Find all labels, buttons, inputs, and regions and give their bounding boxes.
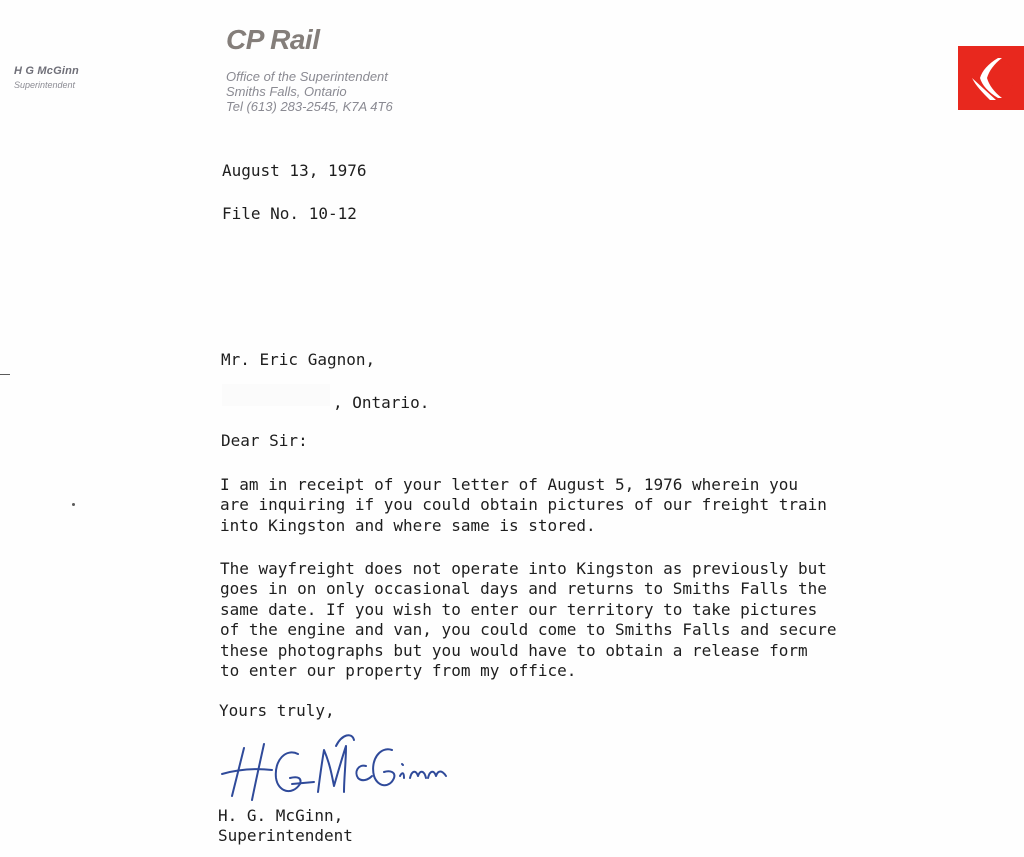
scan-speck [72,503,75,506]
recipient-name: Mr. Eric Gagnon, [221,350,376,369]
sender-name: H G McGinn [14,65,79,77]
paragraph-line: same date. If you wish to enter our territory to take pictures [220,599,818,619]
paragraph-1 [220,475,827,536]
letter-date: August 13, 1976 [222,161,367,180]
office-phone: Tel (613) 283-2545, K7A 4T6 [226,99,393,114]
paragraph-line: of the engine and van, you could come to Smiths Falls and secure [220,620,837,640]
signer-name: H. G. McGinn, [218,806,344,825]
office-city: Smiths Falls, Ontario [226,84,347,99]
paragraph-line: I am in receipt of your letter of August 5, 1976 wherein you [220,475,798,494]
sender-title: Superintendent [14,80,76,90]
cp-rail-logo-icon [958,46,1024,110]
handwritten-signature [214,726,454,816]
scan-mark [0,374,10,375]
paragraph-line: to enter our property from my office. [220,661,577,681]
closing: Yours truly, [219,701,335,720]
paragraph-line: goes in on only occasional days and returns to Smiths Falls the [220,579,827,599]
signer-title: Superintendent [218,826,353,845]
recipient-location: , Ontario. [333,393,430,412]
redacted-area [222,384,330,406]
salutation: Dear Sir: [221,431,308,450]
paragraph-line: these photographs but you would have to obtain a release form [220,640,808,660]
paragraph-line: are inquiring if you could obtain pictures of our freight train [220,495,827,515]
paragraph-line: into Kingston and where same is stored. [220,515,596,535]
file-number: File No. 10-12 [222,204,357,223]
paragraph-line: The wayfreight does not operate into Kingston as previously but [220,559,827,578]
office-line: Office of the Superintendent [226,69,388,84]
brand-wordmark: CP Rail [226,24,320,55]
paragraph-2 [220,559,837,681]
